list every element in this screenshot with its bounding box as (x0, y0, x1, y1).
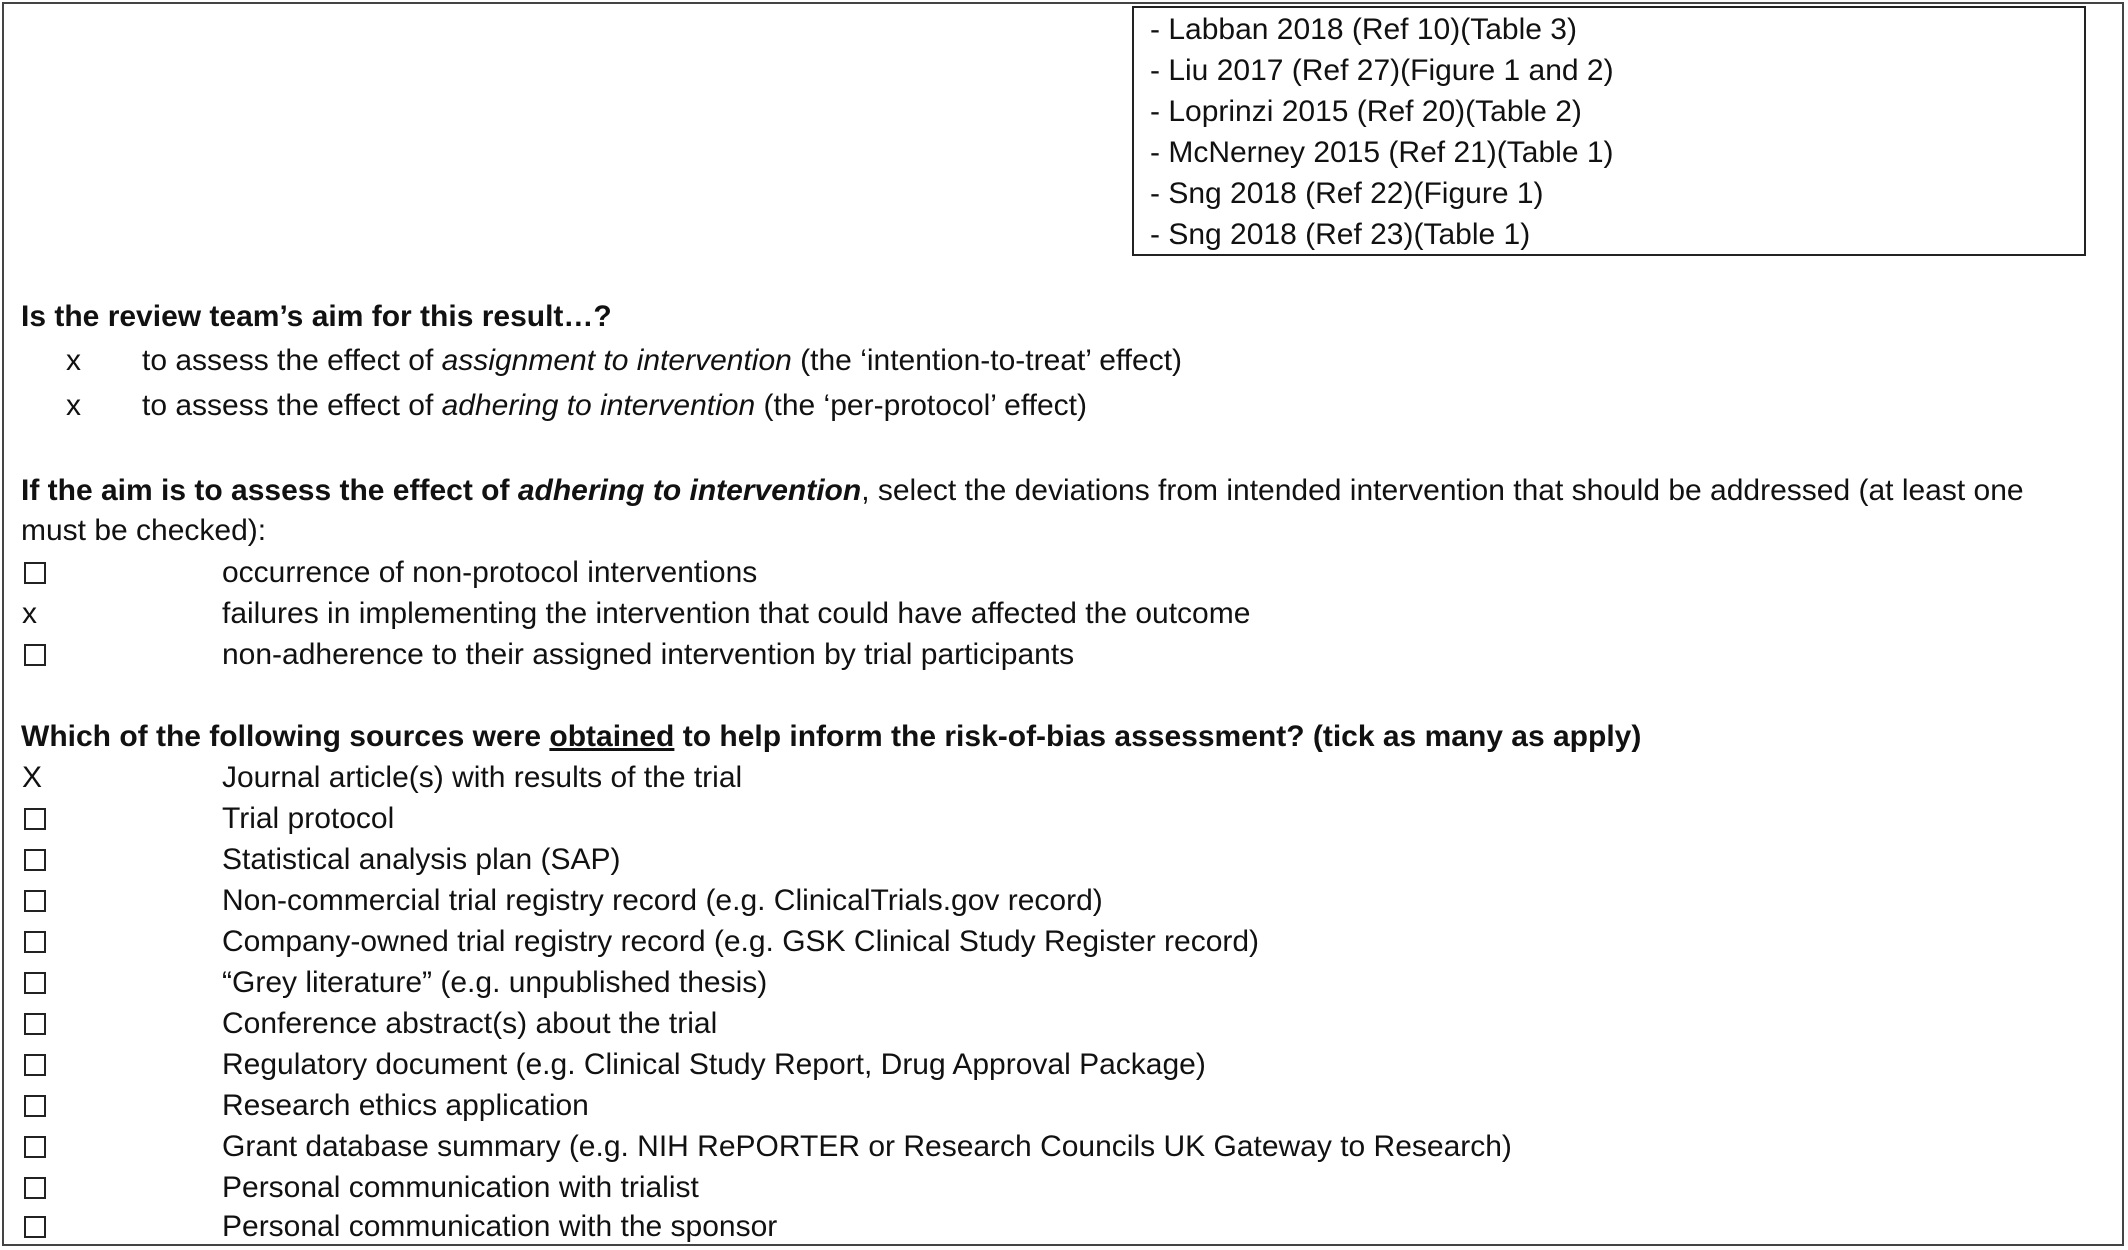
checkbox-company-registry[interactable] (24, 931, 46, 953)
checkbox-sap[interactable] (24, 849, 46, 871)
aim-option-per-protocol-label: to assess the effect of adhering to intervention (the ‘per-protocol’ effect) (142, 389, 1088, 422)
checkbox-non-adherence[interactable] (24, 644, 46, 666)
reference-item: - Labban 2018 (Ref 10)(Table 3) (1150, 13, 1577, 46)
checkbox-trial-protocol[interactable] (24, 808, 46, 830)
option-label: Grant database summary (e.g. NIH RePORTER or Research Councils UK Gateway to Research) (222, 1130, 1512, 1163)
check-mark[interactable]: X (22, 761, 43, 794)
reference-item: - Loprinzi 2015 (Ref 20)(Table 2) (1150, 95, 1582, 128)
checkbox-non-protocol-interventions[interactable] (24, 562, 46, 584)
option-label: Non-commercial trial registry record (e.g. ClinicalTrials.gov record) (222, 884, 1103, 917)
checkbox-non-commercial-registry[interactable] (24, 890, 46, 912)
sources-question: Which of the following sources were obtained to help inform the risk-of-bias assessment? (tick as many as apply) (21, 720, 1642, 753)
reference-item: - Sng 2018 (Ref 22)(Figure 1) (1150, 177, 1544, 210)
option-label: “Grey literature” (e.g. unpublished thesis) (222, 966, 768, 999)
checkbox-regulatory-document[interactable] (24, 1054, 46, 1076)
reference-item: - McNerney 2015 (Ref 21)(Table 1) (1150, 136, 1614, 169)
aim-option-itt-label: to assess the effect of assignment to intervention (the ‘intention-to-treat’ effect) (142, 344, 1183, 377)
checkbox-ethics-application[interactable] (24, 1095, 46, 1117)
option-label: Company-owned trial registry record (e.g. GSK Clinical Study Register record) (222, 925, 1260, 958)
checkbox-grey-literature[interactable] (24, 972, 46, 994)
aim-option-mark[interactable]: x (66, 389, 81, 422)
reference-list-box (1132, 6, 2086, 256)
reference-item: - Sng 2018 (Ref 23)(Table 1) (1150, 218, 1531, 251)
option-label: failures in implementing the intervention that could have affected the outcome (222, 597, 1251, 630)
checkbox-conference-abstract[interactable] (24, 1013, 46, 1035)
option-label: Conference abstract(s) about the trial (222, 1007, 718, 1040)
option-label: Personal communication with trialist (222, 1171, 699, 1204)
option-label: Research ethics application (222, 1089, 589, 1122)
option-label: Regulatory document (e.g. Clinical Study Report, Drug Approval Package) (222, 1048, 1206, 1081)
deviations-intro-line2: must be checked): (21, 514, 267, 547)
option-label: non-adherence to their assigned intervention by trial participants (222, 638, 1075, 671)
checkbox-grant-database[interactable] (24, 1136, 46, 1158)
option-label: Statistical analysis plan (SAP) (222, 843, 621, 876)
deviations-intro: If the aim is to assess the effect of adhering to intervention, select the deviations from intended intervention that should be addressed (at least one (21, 474, 2024, 507)
option-label: Personal communication with the sponsor (222, 1210, 778, 1243)
option-label: occurrence of non-protocol interventions (222, 556, 758, 589)
risk-of-bias-form (2, 2, 2124, 1246)
checkbox-communication-sponsor[interactable] (24, 1216, 46, 1238)
checkbox-communication-trialist[interactable] (24, 1177, 46, 1199)
aim-question: Is the review team’s aim for this result…? (21, 300, 612, 333)
option-label: Trial protocol (222, 802, 395, 835)
reference-item: - Liu 2017 (Ref 27)(Figure 1 and 2) (1150, 54, 1614, 87)
option-label: Journal article(s) with results of the trial (222, 761, 743, 794)
check-mark[interactable]: x (22, 597, 37, 630)
aim-option-mark[interactable]: x (66, 344, 81, 377)
